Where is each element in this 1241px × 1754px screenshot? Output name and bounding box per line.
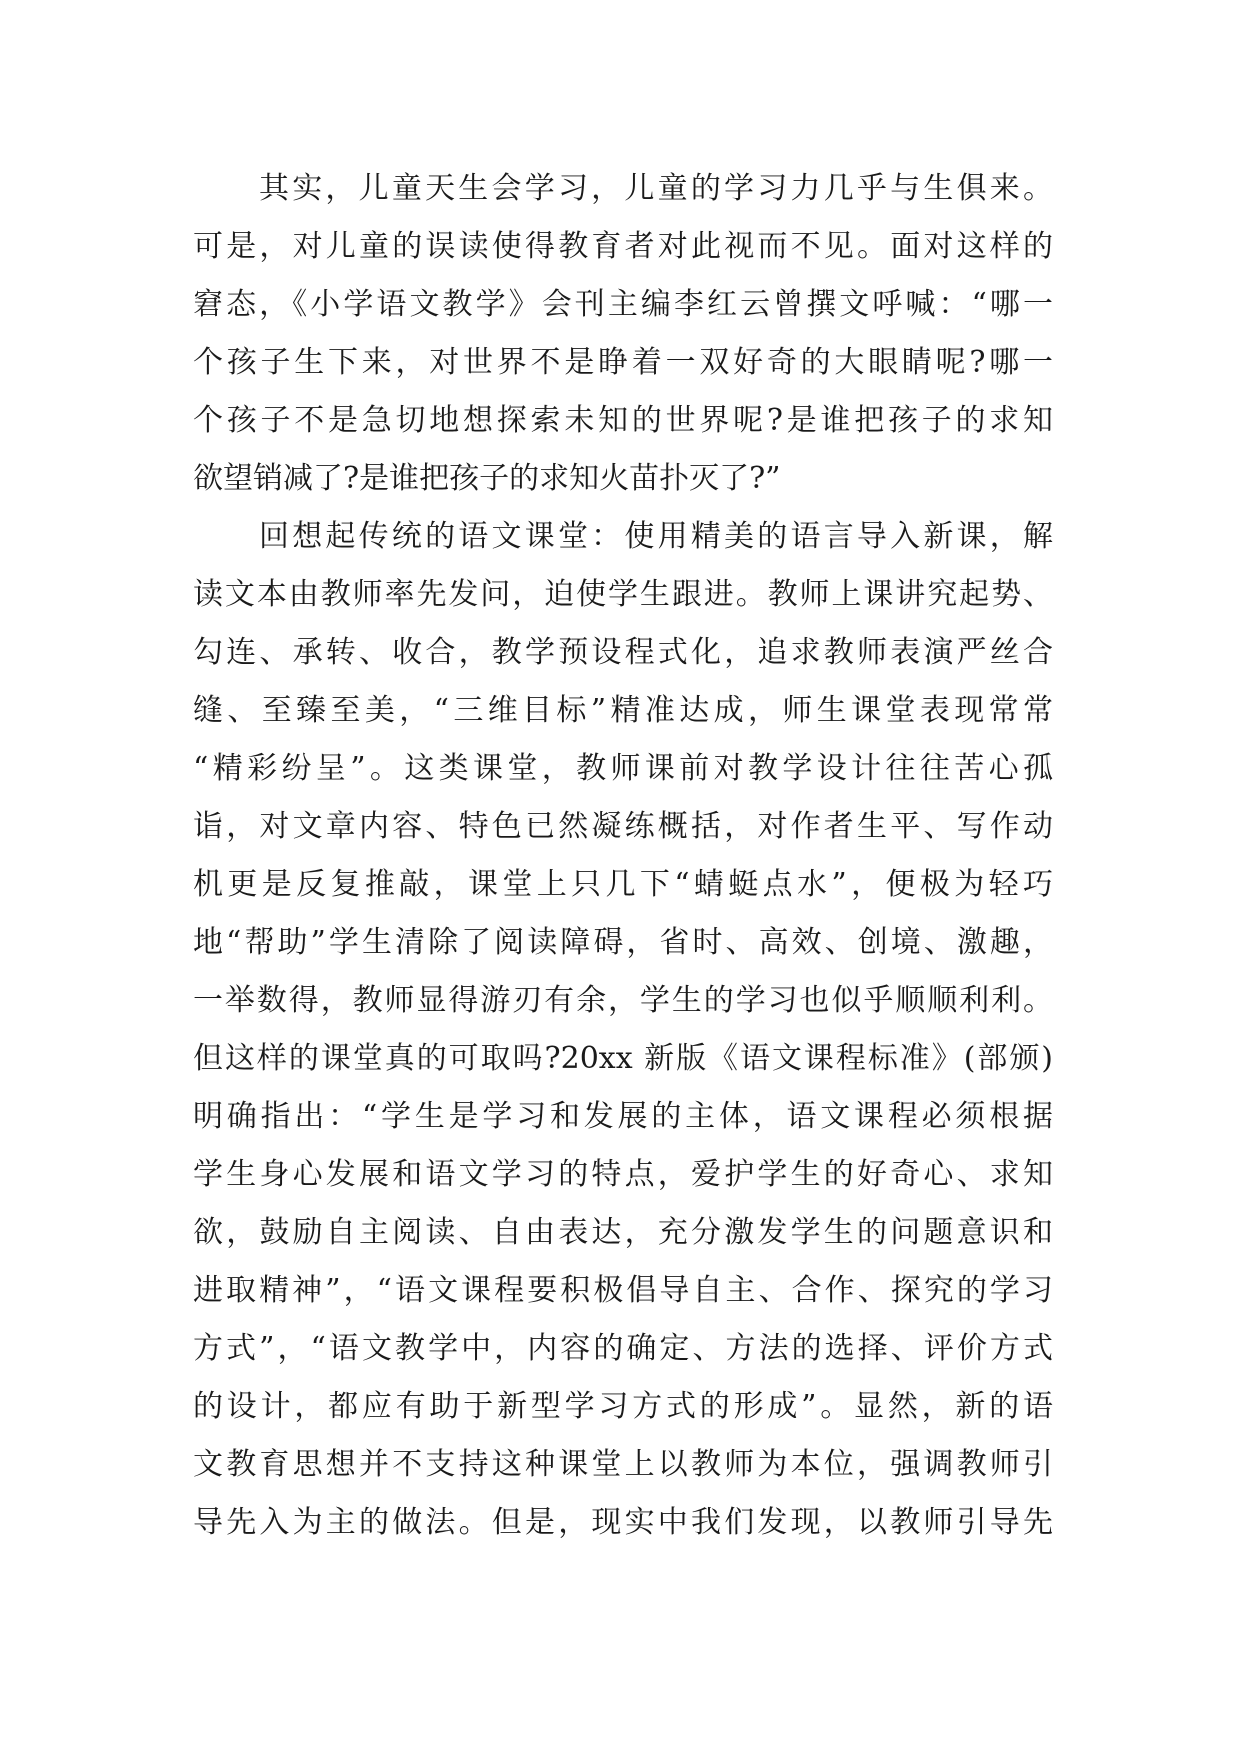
paragraph-1 xyxy=(193,160,1053,508)
text-line: 可是，对儿童的误读使得教育者对此视而不见。面对这样的 xyxy=(193,229,1053,264)
text-line: 缝、至臻至美，“三维目标”精准达成，师生课堂表现常常 xyxy=(193,693,1053,728)
text-line: 地“帮助”学生清除了阅读障碍，省时、高效、创境、激趣， xyxy=(193,925,1053,960)
text-line: 一举数得，教师显得游刃有余，学生的学习也似乎顺顺利利。 xyxy=(193,983,1053,1018)
text-line: 导先入为主的做法。但是，现实中我们发现，以教师引导先 xyxy=(193,1505,1053,1540)
text-line: 的设计，都应有助于新型学习方式的形成”。显然，新的语 xyxy=(193,1389,1053,1424)
text-line: 方式”，“语文教学中，内容的确定、方法的选择、评价方式 xyxy=(193,1331,1053,1366)
text-line: 勾连、承转、收合，教学预设程式化，追求教师表演严丝合 xyxy=(193,635,1053,670)
text-line: 其实，儿童天生会学习，儿童的学习力几乎与生俱来。 xyxy=(259,171,1053,206)
text-line: 但这样的课堂真的可取吗?20xx 新版《语文课程标准》(部颁) xyxy=(193,1041,1053,1076)
text-line: 明确指出：“学生是学习和发展的主体，语文课程必须根据 xyxy=(193,1099,1053,1134)
text-line: “精彩纷呈”。这类课堂，教师课前对教学设计往往苦心孤 xyxy=(193,751,1053,786)
paragraph-2 xyxy=(193,508,1053,1552)
text-line: 欲望销减了?是谁把孩子的求知火苗扑灭了?” xyxy=(193,461,781,496)
body-text xyxy=(193,160,1053,1552)
text-line: 窘态，《小学语文教学》会刊主编李红云曾撰文呼喊：“哪一 xyxy=(193,287,1053,322)
text-line: 机更是反复推敲，课堂上只几下“蜻蜓点水”，便极为轻巧 xyxy=(193,867,1053,902)
text-line: 学生身心发展和语文学习的特点，爱护学生的好奇心、求知 xyxy=(193,1157,1053,1192)
text-line: 个孩子生下来，对世界不是睁着一双好奇的大眼睛呢?哪一 xyxy=(193,345,1053,380)
text-line: 诣，对文章内容、特色已然凝练概括，对作者生平、写作动 xyxy=(193,809,1053,844)
text-line: 文教育思想并不支持这种课堂上以教师为本位，强调教师引 xyxy=(193,1447,1053,1482)
text-line: 回想起传统的语文课堂：使用精美的语言导入新课，解 xyxy=(259,519,1053,554)
text-line: 进取精神”，“语文课程要积极倡导自主、合作、探究的学习 xyxy=(193,1273,1053,1308)
text-line: 欲，鼓励自主阅读、自由表达，充分激发学生的问题意识和 xyxy=(193,1215,1053,1250)
text-line: 个孩子不是急切地想探索未知的世界呢?是谁把孩子的求知 xyxy=(193,403,1053,438)
text-line: 读文本由教师率先发问，迫使学生跟进。教师上课讲究起势、 xyxy=(193,577,1053,612)
